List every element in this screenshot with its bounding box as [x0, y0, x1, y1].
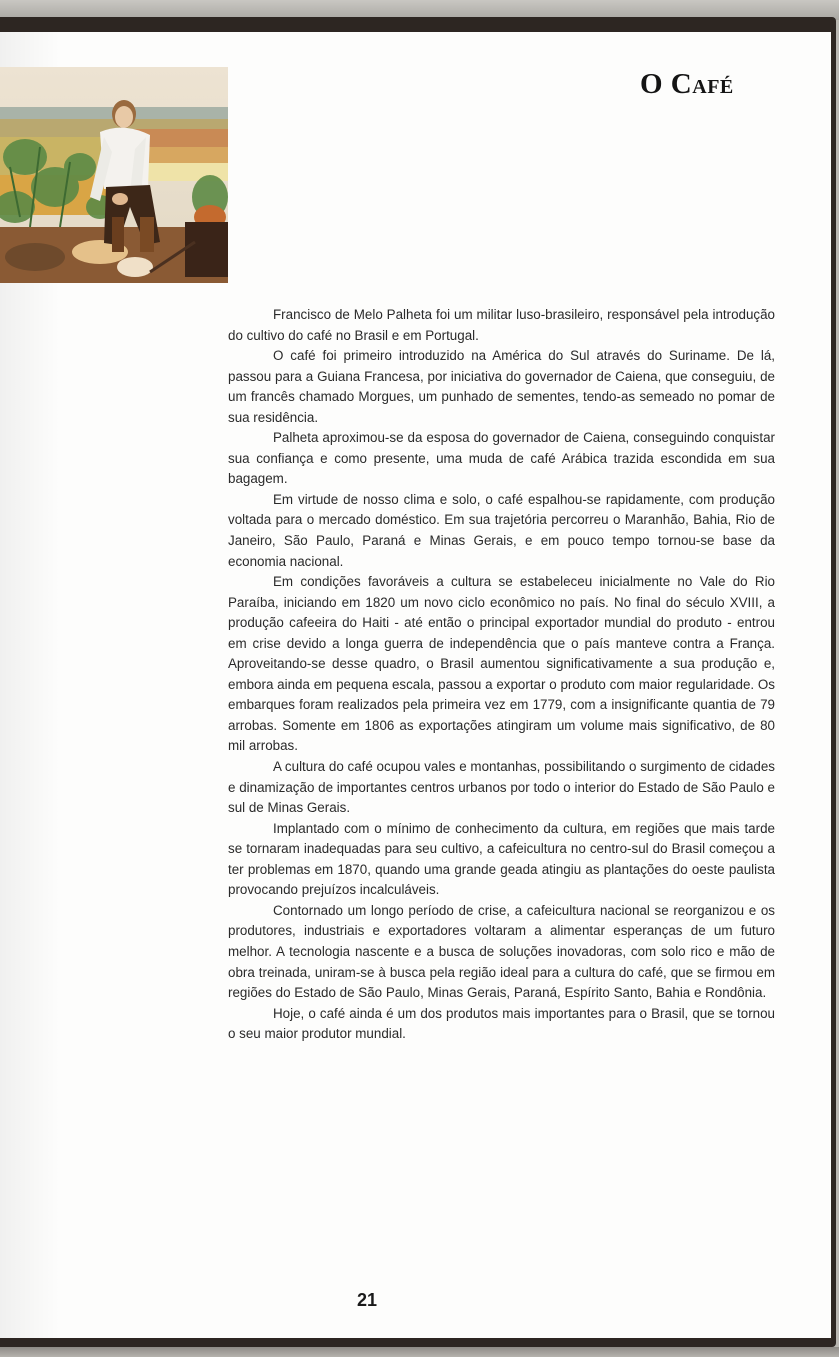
paragraph: Francisco de Melo Palheta foi um militar luso-brasileiro, responsável pela introdução do cultivo do café no Brasil e em Portugal.: [228, 307, 775, 343]
coffee-planting-painting: [0, 67, 228, 283]
article-body: [228, 305, 775, 1045]
paragraph: Palheta aproximou-se da esposa do governador de Caiena, conseguindo conquistar sua confiança e como presente, uma muda de café Arábica trazida escondida em sua bagagem.: [228, 430, 775, 487]
paragraph: Implantado com o mínimo de conhecimento da cultura, em regiões que mais tarde se tornaram inadequadas para seu cultivo, a cafeicultura no centro-sul do Brasil começou a ter problemas em 1870, quando uma grande geada atingiu as plantações do oeste paulista provocando prejuízos incalculáveis.: [228, 820, 775, 898]
paragraph: Hoje, o café ainda é um dos produtos mais importantes para o Brasil, que se tornou o seu maior produtor mundial.: [228, 1005, 775, 1042]
paragraph: Em virtude de nosso clima e solo, o café espalhou-se rapidamente, com produção voltada para o mercado doméstico. Em sua trajetória percorreu o Maranhão, Bahia, Rio de Janeiro, São Paulo, Paraná e Minas Gerais, e em pouco tempo tornou-se base da economia nacional.: [228, 491, 775, 569]
book-page: [0, 32, 831, 1338]
paragraph: Contornado um longo período de crise, a cafeicultura nacional se reorganizou e os produtores, industriais e exportadores voltaram a alimentar esperanças de um futuro melhor. A tecnologia nascente e a busca de soluções inovadoras, com solo rico e mão de obra treinada, uniram-se à busca pela região ideal para a cultura do café, que se firmou em regiões do Estado de São Paulo, Minas Gerais, Paraná, Espírito Santo, Bahia e Rondônia.: [228, 902, 775, 1001]
page-number: 21: [357, 1290, 378, 1310]
book-bottom-edge: [0, 1347, 839, 1357]
paragraph: A cultura do café ocupou vales e montanhas, possibilitando o surgimento de cidades e dinamização de importantes centros urbanos por todo o interior do Estado de São Paulo e sul de Minas Gerais.: [228, 759, 775, 816]
chapter-title: O Café: [640, 68, 734, 100]
paragraph: Em condições favoráveis a cultura se estabeleceu inicialmente no Vale do Rio Paraíba, iniciando em 1820 um novo ciclo econômico no país. No final do século XVIII, a produção cafeeira do Haiti - até então o principal exportador mundial do produto - entrou em crise devido a longa guerra de independência que o país manteve contra a França. Aproveitando-se desse quadro, o Brasil aumentou significativamente a sua produção e, embora ainda em pequena escala, passou a exportar o produto com maior regularidade. Os embarques foram realizados pela primeira vez em 1779, com a insignificante quantia de 79 arrobas. Somente em 1806 as exportações atingiram um volume mais significativo, de 80 mil arrobas.: [228, 574, 775, 754]
paragraph: O café foi primeiro introduzido na América do Sul através do Suriname. De lá, passou para a Guiana Francesa, por iniciativa do governador de Caiena, que conseguiu, de um francês chamado Morgues, um punhado de sementes, tendo-as semeado no pomar de sua residência.: [228, 348, 775, 425]
